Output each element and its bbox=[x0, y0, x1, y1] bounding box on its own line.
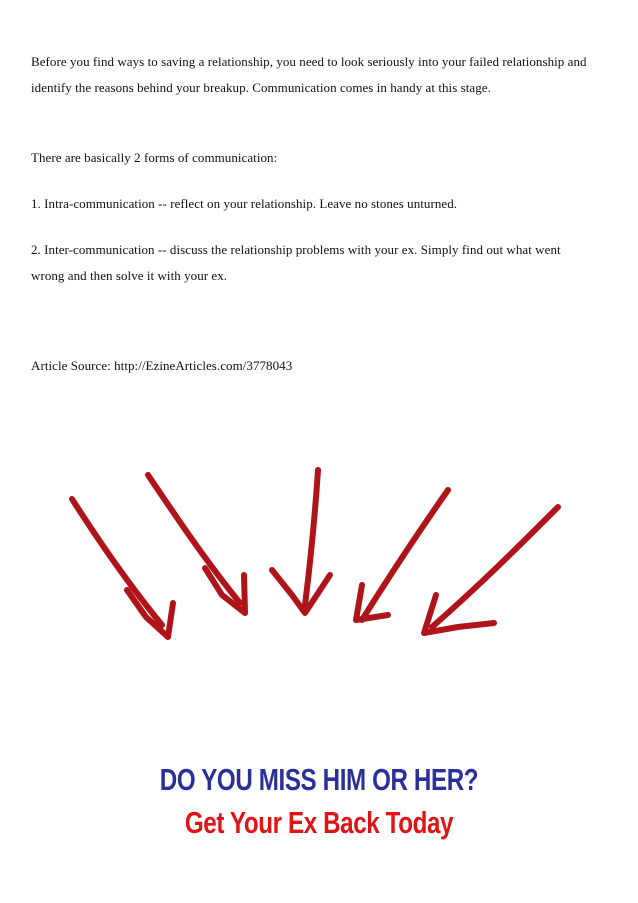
arrow-icon-1 bbox=[72, 499, 173, 637]
arrow-icon-2 bbox=[148, 475, 245, 613]
red-arrows-icon bbox=[0, 455, 638, 655]
arrow-icon-5 bbox=[424, 507, 558, 633]
article-paragraph-intro: Before you find ways to saving a relationship, you need to look seriously into your failed relationship and identify the reasons behind your breakup. Communication comes in handy at this stage. bbox=[31, 54, 587, 95]
promo-subheadline: Get Your Ex Back Today bbox=[184, 805, 454, 840]
article-source: Article Source: http://EzineArticles.com/3778043 bbox=[31, 358, 293, 373]
arrow-icon-3 bbox=[272, 470, 330, 613]
article-paragraph-inter: 2. Inter-communication -- discuss the relationship problems with your ex. Simply find out what went wrong and then solve it with your ex. bbox=[31, 242, 561, 283]
promo-headline: DO YOU MISS HIM OR HER? bbox=[159, 762, 479, 797]
article-paragraph-forms: There are basically 2 forms of communication: bbox=[31, 150, 278, 165]
article-paragraph-intra: 1. Intra-communication -- reflect on your relationship. Leave no stones unturned. bbox=[31, 196, 458, 211]
